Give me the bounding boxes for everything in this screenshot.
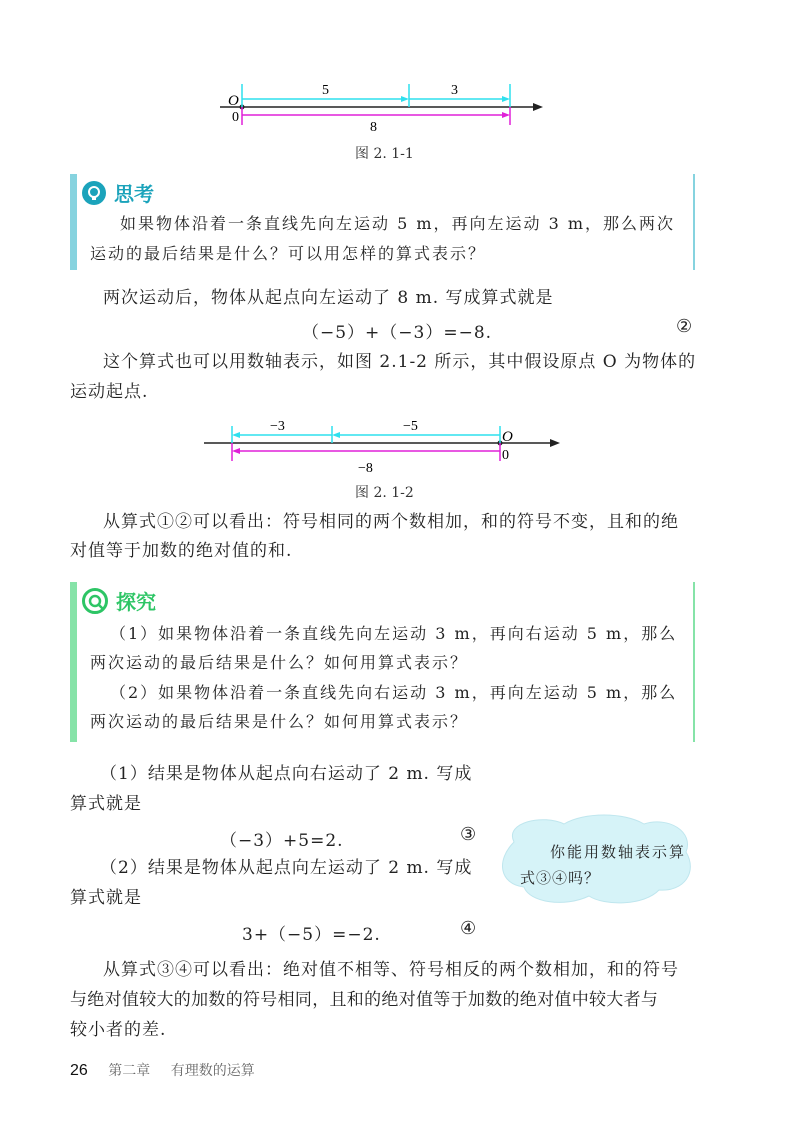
- zero-label: 0: [502, 448, 509, 463]
- cloud-text: 式③④吗？: [520, 869, 601, 887]
- explore-line: （2）如果物体沿着一条直线先向右运动 3 m，再向左运动 5 m，那么: [110, 683, 678, 702]
- label-8: 8: [370, 120, 377, 135]
- explore-title: 探究: [116, 590, 156, 614]
- label-neg8: −8: [358, 461, 373, 476]
- figure-caption-1: 图 2. 1-1: [355, 146, 414, 162]
- formula-4: 3+（−5）=−2.: [242, 925, 381, 945]
- paragraph: （1）结果是物体从起点向右运动了 2 m. 写成: [100, 764, 473, 784]
- think-line: 如果物体沿着一条直线先向左运动 5 m，再向左运动 3 m，那么两次: [120, 214, 676, 233]
- label-5: 5: [322, 83, 329, 98]
- hint-cloud: [494, 812, 696, 908]
- paragraph: 算式就是: [70, 794, 142, 814]
- paragraph: 与绝对值较大的加数的符号相同，且和的绝对值等于加数的绝对值中较大者与: [70, 990, 659, 1010]
- figure-caption-2: 图 2. 1-2: [355, 485, 414, 501]
- paragraph: 运动起点.: [70, 382, 149, 402]
- page-footer: [70, 1060, 255, 1080]
- number-line-figure-2: [190, 410, 570, 480]
- explore-box: [70, 582, 695, 742]
- label-neg5: −5: [403, 419, 418, 434]
- chapter-title: 有理数的运算: [170, 1063, 255, 1079]
- explore-line: 两次运动的最后结果是什么？如何用算式表示？: [90, 653, 469, 672]
- think-line: 运动的最后结果是什么？可以用怎样的算式表示？: [90, 244, 487, 263]
- origin-label: O: [228, 93, 239, 109]
- formula-2: （−5）+（−3）=−8.: [302, 323, 493, 343]
- explore-icon: [82, 588, 108, 614]
- equation-number-4: ④: [460, 918, 477, 939]
- paragraph: 算式就是: [70, 888, 142, 908]
- paragraph: （2）结果是物体从起点向左运动了 2 m. 写成: [100, 858, 473, 878]
- paragraph: 两次运动后，物体从起点向左运动了 8 m. 写成算式就是: [103, 288, 554, 308]
- think-title: 思考: [114, 182, 154, 206]
- paragraph: 这个算式也可以用数轴表示，如图 2.1-2 所示，其中假设原点 O 为物体的: [103, 352, 697, 372]
- paragraph: 对值等于加数的绝对值的和.: [70, 541, 293, 561]
- lightbulb-icon: [82, 181, 106, 205]
- paragraph: 较小者的差.: [70, 1020, 167, 1040]
- cloud-text: 你能用数轴表示算: [550, 843, 687, 861]
- chapter-label: 第二章: [108, 1063, 151, 1079]
- paragraph: 从算式③④可以看出：绝对值不相等、符号相反的两个数相加，和的符号: [103, 960, 679, 980]
- page-number: 26: [70, 1062, 88, 1079]
- explore-line: 两次运动的最后结果是什么？如何用算式表示？: [90, 712, 469, 731]
- origin-label: O: [502, 429, 513, 445]
- number-line-figure-1: [200, 70, 580, 140]
- label-3: 3: [451, 83, 458, 98]
- equation-number-3: ③: [460, 824, 477, 845]
- paragraph: 从算式①②可以看出：符号相同的两个数相加，和的符号不变，且和的绝: [103, 512, 679, 532]
- formula-3: （−3）+5=2.: [220, 831, 344, 851]
- zero-label: 0: [232, 110, 239, 125]
- think-box: [70, 174, 695, 270]
- explore-line: （1）如果物体沿着一条直线先向左运动 3 m，再向右运动 5 m，那么: [110, 624, 678, 643]
- equation-number-2: ②: [676, 316, 693, 337]
- label-neg3: −3: [270, 419, 285, 434]
- axis-arrow: [533, 103, 543, 111]
